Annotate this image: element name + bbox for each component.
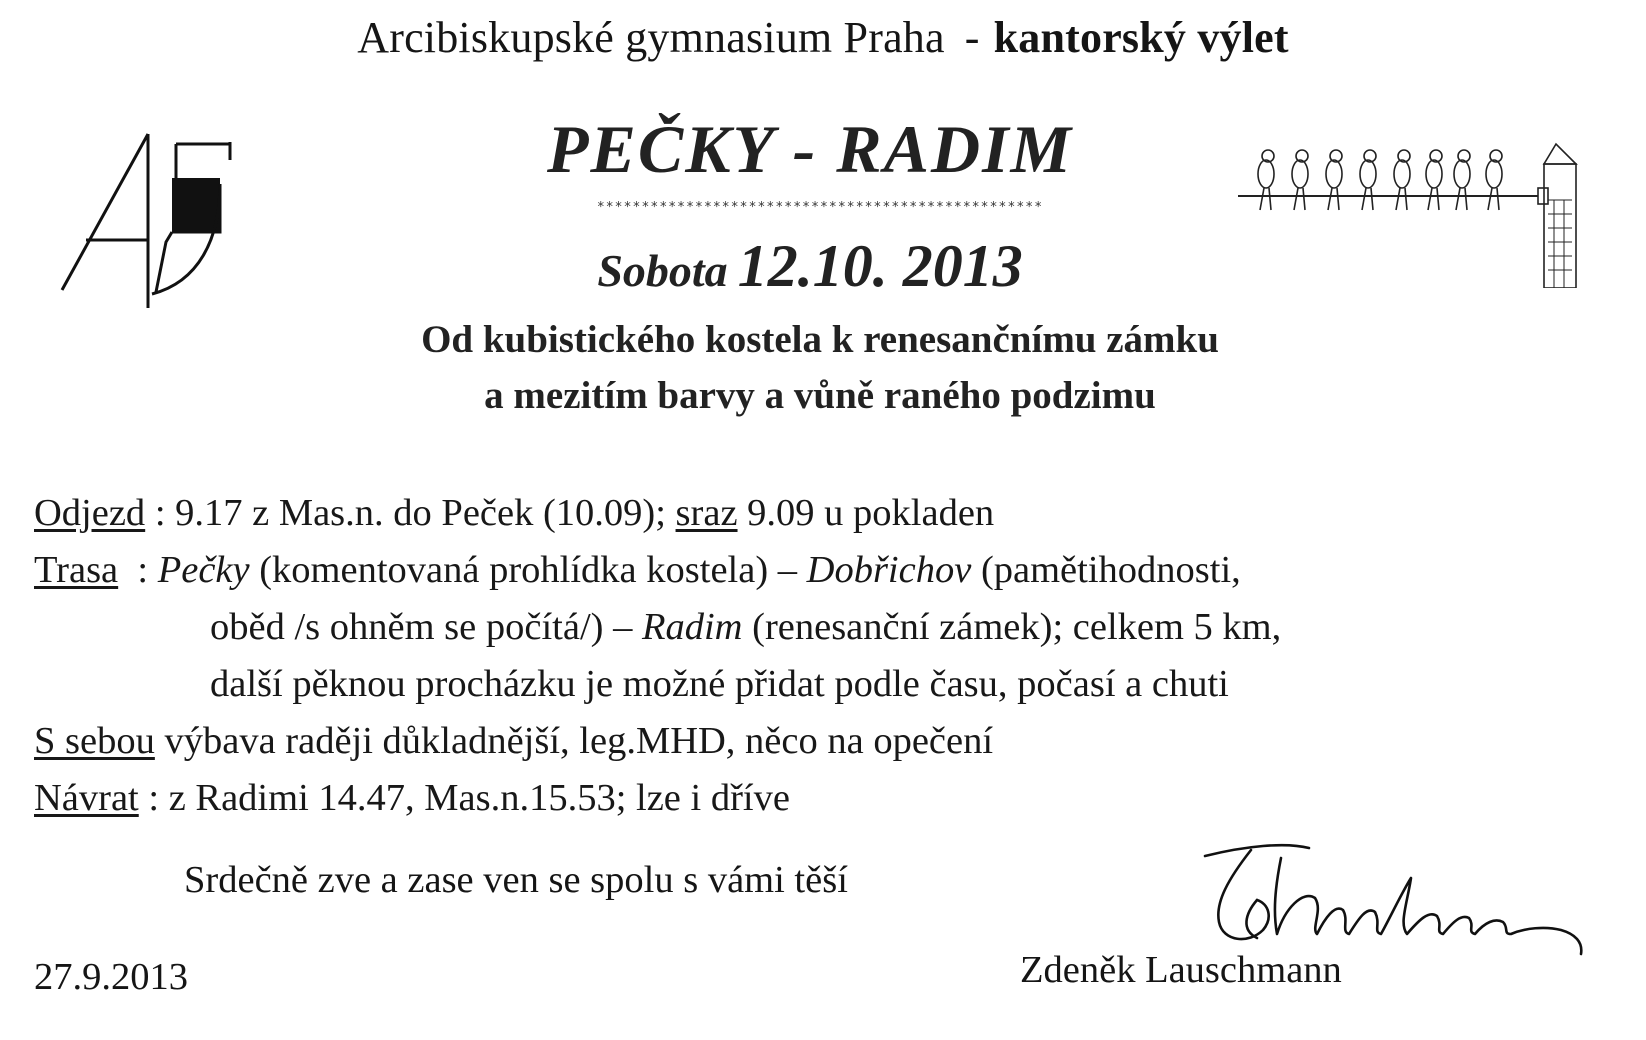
return-sep: :	[138, 777, 169, 819]
return-text: z Radimi 14.47, Mas.n.15.53; lze i dříve	[168, 777, 790, 819]
header-event-type: kantorský výlet	[993, 13, 1289, 62]
departure-label: Odjezd	[34, 492, 146, 534]
route-row-2	[34, 599, 1624, 656]
route-row	[34, 542, 1624, 599]
event-date-value: 12.10. 2013	[737, 233, 1023, 299]
route-line3: další pěknou procházku je možné přidat podle času, počasí a chuti	[210, 663, 1229, 705]
bring-row	[34, 713, 1624, 770]
meet-text: 9.09 u pokladen	[737, 492, 995, 534]
subtitle-line-2: a mezitím barvy a vůně raného podzimu	[484, 374, 1156, 417]
event-date	[440, 232, 1180, 301]
bring-text: výbava raději důkladnější, leg.MHD, něco na opečení	[154, 720, 994, 762]
subtitle-line-1: Od kubistického kostela k renesančnímu zámku	[421, 318, 1219, 361]
route-row-3	[34, 656, 1624, 713]
footer-date: 27.9.2013	[34, 956, 188, 998]
route-place-1: Pečky	[157, 549, 250, 591]
birds-on-wire-with-tower-icon	[1238, 140, 1600, 288]
bring-label: S sebou	[34, 720, 155, 762]
route-line2-b: (renesanční zámek); celkem 5 km,	[742, 606, 1282, 648]
page-title: PEČKY - RADIM	[546, 111, 1073, 187]
route-place-3: Radim	[641, 606, 743, 648]
signer-name: Zdeněk Lauschmann	[1020, 949, 1342, 991]
route-line2-a: oběd /s ohněm se počítá/) –	[210, 606, 642, 648]
route-place-2: Dobřichov	[806, 549, 972, 591]
return-label: Návrat	[34, 777, 139, 819]
stars-divider: **************************************************	[596, 200, 1044, 215]
meet-label: sraz	[675, 492, 738, 534]
route-desc-2: (pamětihodnosti,	[971, 549, 1241, 591]
header	[0, 12, 1646, 63]
subtitle	[240, 312, 1400, 424]
ag-school-logo-icon	[48, 122, 278, 322]
trip-details	[34, 485, 1624, 827]
return-row	[34, 770, 1624, 827]
header-separator: -	[964, 13, 980, 62]
event-day: Sobota	[597, 245, 728, 296]
departure-row	[34, 485, 1624, 542]
route-sep: :	[118, 549, 158, 591]
route-desc-1: (komentovaná prohlídka kostela) –	[249, 549, 807, 591]
departure-sep: :	[145, 492, 176, 534]
departure-text: 9.17 z Mas.n. do Peček (10.09);	[175, 492, 676, 534]
header-organization: Arcibiskupské gymnasium Praha	[357, 13, 945, 62]
route-label: Trasa	[34, 549, 119, 591]
greeting: Srdečně zve a zase ven se spolu s vámi těší	[184, 859, 848, 901]
